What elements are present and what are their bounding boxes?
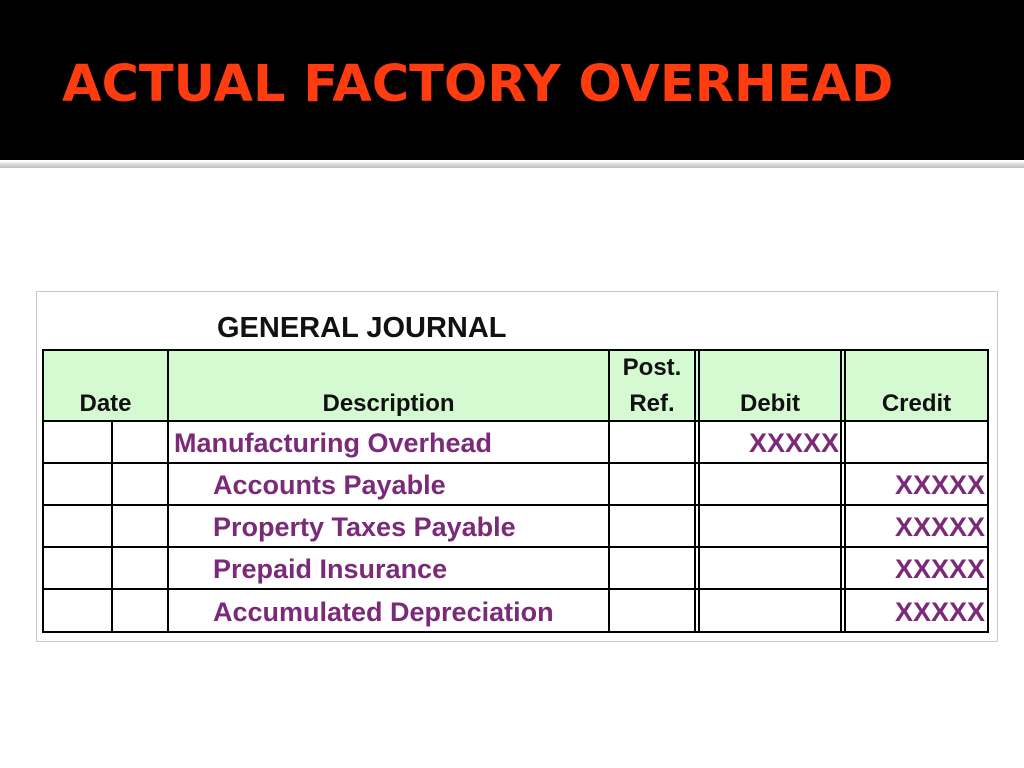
grid-line-date-split [111,421,113,633]
grid-line-top [42,349,989,351]
journal-row-1-description: Manufacturing Overhead [174,428,493,458]
column-header-post-ref-line2: Ref. [629,390,675,417]
journal-row-4-credit: XXXXX [894,554,985,584]
grid-line-row-2 [42,504,989,506]
grid-line-row-1 [42,462,989,464]
column-header-description: Description [322,390,455,417]
journal-row-2-description: Accounts Payable [213,470,446,500]
journal-row-5-description: Accumulated Depreciation [213,597,554,627]
title-divider [0,162,1024,168]
grid-line-debit-left-a [694,349,696,633]
journal-row-5-credit: XXXXX [894,597,985,627]
title-bar [0,0,1024,160]
column-header-debit: Debit [740,390,800,417]
slide-title: ACTUAL FACTORY OVERHEAD [62,55,894,114]
column-header-post-ref-line1: Post. [622,354,682,381]
grid-line-right [987,349,989,633]
column-header-credit: Credit [881,390,952,417]
journal-row-2-credit: XXXXX [894,470,985,500]
column-header-date: Date [79,390,132,417]
journal-heading: GENERAL JOURNAL [217,312,507,344]
journal-row-3-description: Property Taxes Payable [213,512,516,542]
journal-row-1-debit: XXXXX [748,428,839,458]
grid-line-header-bottom [42,420,989,422]
journal-row-4-description: Prepaid Insurance [213,554,448,584]
grid-line-row-4 [42,588,989,590]
grid-line-bottom [42,631,989,633]
grid-line-credit-left-a [840,349,842,633]
journal-row-3-credit: XXXXX [894,512,985,542]
grid-line-row-3 [42,546,989,548]
